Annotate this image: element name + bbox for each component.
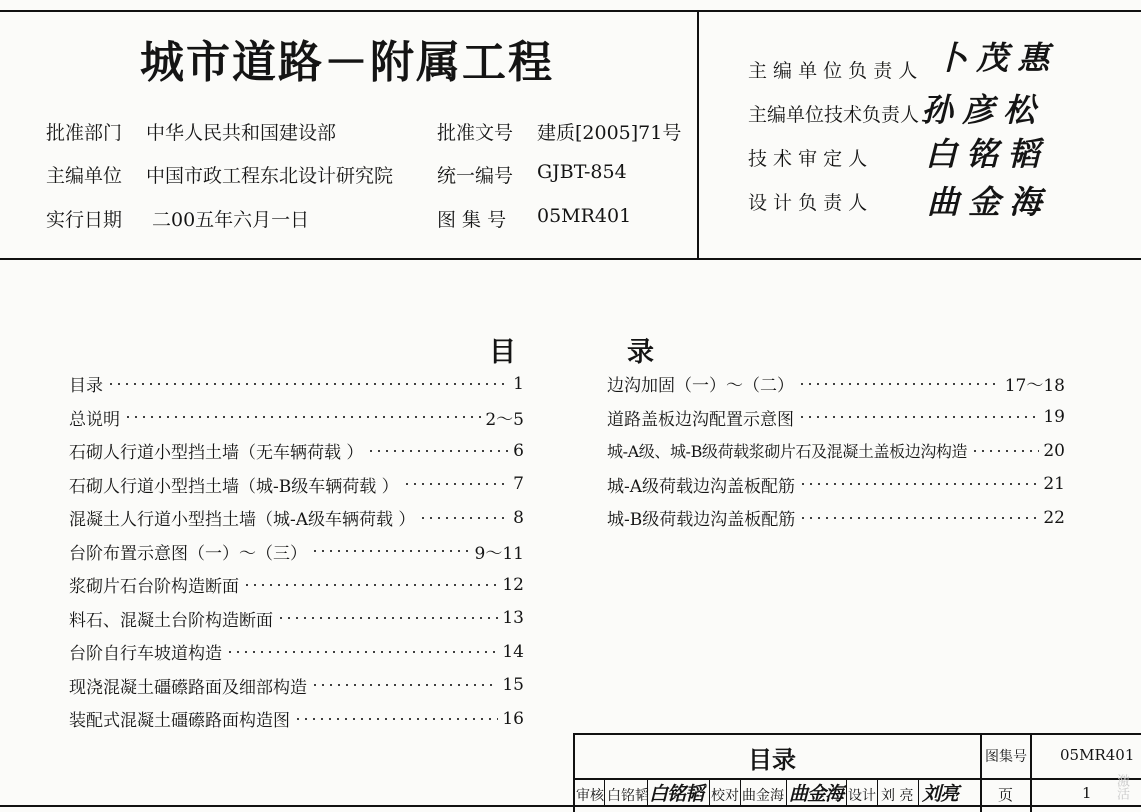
design-signature: 刘亮 bbox=[922, 783, 959, 805]
toc-item-title: 总说明 bbox=[69, 409, 120, 430]
title-block-cell-divider bbox=[846, 779, 847, 807]
review-label: 审核 bbox=[576, 788, 604, 804]
toc-item bbox=[69, 434, 524, 468]
toc-item-title: 目录 bbox=[69, 376, 103, 397]
toc-item-title: 浆砌片石台阶构造断面 bbox=[69, 577, 239, 598]
responsible-signature-4: 曲 金 海 bbox=[927, 183, 1041, 221]
toc-leader-dots bbox=[311, 550, 471, 552]
toc-item bbox=[69, 669, 524, 703]
toc-item-page: 13 bbox=[502, 608, 524, 629]
toc-leader-dots bbox=[107, 383, 509, 385]
toc-item-title: 现浇混凝土礓礤路面及细部构造 bbox=[69, 677, 307, 698]
responsible-role-2: 主编单位技术负责人 bbox=[748, 104, 920, 126]
toc-item bbox=[607, 367, 1065, 401]
watermark-text: 激活 bbox=[1114, 774, 1129, 800]
toc-item-page: 17～18 bbox=[1004, 376, 1065, 397]
bottom-border bbox=[0, 805, 1141, 807]
toc-leader-dots bbox=[403, 483, 510, 485]
toc-item-page: 19 bbox=[1043, 407, 1065, 428]
toc-item bbox=[69, 602, 524, 636]
main-title: 城市道路－附属工程 bbox=[140, 37, 554, 88]
title-block-cell-divider bbox=[709, 779, 710, 807]
responsible-signature-3: 白 铭 韬 bbox=[925, 135, 1039, 173]
editor-unit-value: 中国市政工程东北设计研究院 bbox=[146, 165, 394, 187]
toc-leader-dots bbox=[419, 517, 509, 519]
toc-item-title: 台阶布置示意图（一）～（三） bbox=[69, 543, 307, 564]
toc-item bbox=[607, 434, 1065, 468]
toc-item bbox=[607, 501, 1065, 535]
design-label: 设计 bbox=[848, 788, 876, 804]
toc-item-page: 14 bbox=[502, 641, 524, 662]
toc-item bbox=[69, 635, 524, 669]
title-block-top-border bbox=[573, 733, 1141, 735]
check-label: 校对 bbox=[711, 788, 739, 804]
toc-item bbox=[69, 702, 524, 736]
toc-right-column bbox=[607, 367, 1065, 535]
toc-item bbox=[69, 367, 524, 401]
responsible-signature-2: 孙 彦 松 bbox=[921, 91, 1035, 129]
toc-leader-dots bbox=[124, 416, 481, 418]
toc-item bbox=[69, 501, 524, 535]
responsible-role-3: 技 术 审 定 人 bbox=[748, 148, 868, 170]
toc-leader-dots bbox=[277, 617, 498, 619]
approval-doc-value: 建质[2005]71号 bbox=[537, 122, 682, 144]
toc-item bbox=[69, 568, 524, 602]
toc-item-page: 21 bbox=[1043, 474, 1065, 495]
toc-item-page: 7 bbox=[513, 474, 524, 495]
toc-leader-dots bbox=[294, 718, 498, 720]
title-block-cell-divider bbox=[786, 779, 787, 807]
toc-leader-dots bbox=[799, 483, 1039, 485]
contents-title-right: 录 bbox=[627, 337, 654, 368]
toc-item-title: 边沟加固（一）～（二） bbox=[607, 376, 794, 397]
toc-item-title: 道路盖板边沟配置示意图 bbox=[607, 409, 794, 430]
atlas-no-small: 05MR401 bbox=[1060, 746, 1135, 764]
page-number: 1 bbox=[1082, 784, 1092, 802]
toc-leader-dots bbox=[798, 416, 1039, 418]
toc-item-title: 料石、混凝土台阶构造断面 bbox=[69, 610, 273, 631]
title-block-cell-divider bbox=[918, 779, 919, 807]
approval-dept-label: 批准部门 bbox=[46, 122, 123, 144]
review-signature: 白铭韬 bbox=[649, 783, 704, 805]
header-bottom-border bbox=[0, 258, 1141, 260]
atlas-no-value: 05MR401 bbox=[537, 205, 632, 227]
toc-item-page: 15 bbox=[502, 675, 524, 696]
atlas-no-label-small: 图集号 bbox=[985, 749, 1027, 765]
toc-item-title: 台阶自行车坡道构造 bbox=[69, 644, 222, 665]
toc-item-page: 20 bbox=[1043, 440, 1065, 461]
toc-item-page: 2～5 bbox=[485, 409, 524, 430]
responsible-role-1: 主 编 单 位 负 责 人 bbox=[748, 60, 918, 82]
toc-item-title: 石砌人行道小型挡土墙（无车辆荷载 ） bbox=[69, 443, 364, 464]
toc-item-title: 石砌人行道小型挡土墙（城-B级车辆荷载 ） bbox=[69, 476, 399, 497]
toc-item-page: 8 bbox=[513, 507, 524, 528]
toc-item bbox=[69, 468, 524, 502]
toc-item bbox=[607, 401, 1065, 435]
title-block-divider-2 bbox=[1030, 733, 1032, 812]
toc-item-page: 1 bbox=[513, 373, 524, 394]
toc-leader-dots bbox=[799, 517, 1039, 519]
toc-leader-dots bbox=[367, 450, 509, 452]
toc-item-title: 城-A级荷载边沟盖板配筋 bbox=[607, 476, 796, 497]
title-block-cell-divider bbox=[740, 779, 741, 807]
atlas-no-label: 图 集 号 bbox=[437, 209, 507, 231]
page-label: 页 bbox=[998, 786, 1014, 804]
check-name: 曲金海 bbox=[742, 788, 784, 804]
responsible-role-4: 设 计 负 责 人 bbox=[748, 192, 868, 214]
effective-date-value: 二00五年六月一日 bbox=[152, 209, 310, 231]
toc-item-title: 装配式混凝土礓礤路面构造图 bbox=[69, 711, 290, 732]
title-block-left-border bbox=[573, 733, 575, 812]
toc-item-page: 9～11 bbox=[474, 543, 524, 564]
toc-item bbox=[69, 401, 524, 435]
toc-item-title: 混凝土人行道小型挡土墙（城-A级车辆荷载 ） bbox=[69, 510, 416, 531]
drawing-title: 目录 bbox=[748, 746, 796, 774]
toc-leader-dots bbox=[226, 651, 498, 653]
toc-leader-dots bbox=[243, 584, 498, 586]
toc-leader-dots bbox=[798, 383, 1001, 385]
toc-leader-dots bbox=[971, 450, 1039, 452]
effective-date-label: 实行日期 bbox=[46, 209, 123, 231]
check-signature: 曲金海 bbox=[789, 783, 844, 805]
top-border bbox=[0, 10, 1141, 12]
toc-item-page: 12 bbox=[502, 574, 524, 595]
toc-left-column bbox=[69, 367, 524, 736]
title-block-divider-1 bbox=[980, 733, 982, 812]
approval-doc-label: 批准文号 bbox=[437, 122, 514, 144]
toc-leader-dots bbox=[311, 684, 498, 686]
review-name: 白铭韬 bbox=[607, 788, 649, 804]
toc-item-title: 城-A级、城-B级荷载浆砌片石及混凝土盖板边沟构造 bbox=[607, 442, 968, 462]
approval-dept-value: 中华人民共和国建设部 bbox=[146, 122, 337, 144]
title-block-cell-divider bbox=[877, 779, 878, 807]
toc-item-page: 16 bbox=[502, 708, 524, 729]
toc-item-page: 22 bbox=[1043, 507, 1065, 528]
toc-item bbox=[607, 468, 1065, 502]
toc-item-title: 城-B级荷载边沟盖板配筋 bbox=[607, 510, 796, 531]
unified-no-label: 统一编号 bbox=[437, 165, 514, 187]
title-block-cell-divider bbox=[604, 779, 605, 807]
unified-no-value: GJBT-854 bbox=[537, 161, 627, 183]
contents-title-left: 目 bbox=[489, 337, 516, 368]
editor-unit-label: 主编单位 bbox=[46, 165, 123, 187]
toc-item-page: 6 bbox=[513, 440, 524, 461]
design-name: 刘 亮 bbox=[881, 788, 914, 804]
toc-item bbox=[69, 535, 524, 569]
header-divider-vertical bbox=[697, 10, 699, 260]
responsible-signature-1: 卜 茂 惠 bbox=[935, 39, 1049, 77]
